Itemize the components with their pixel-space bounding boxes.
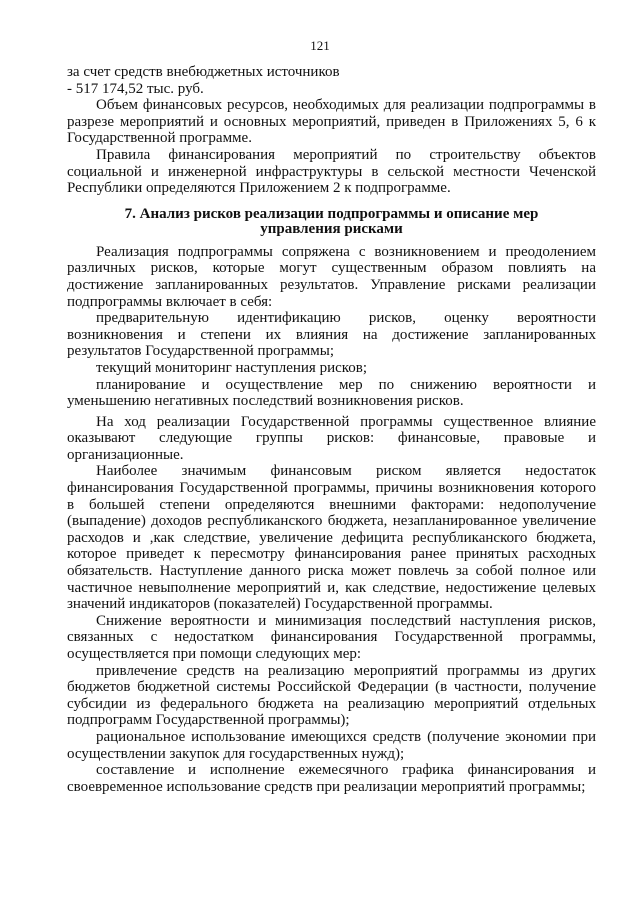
paragraph-risk-groups: На ход реализации Государственной программы существенное влияние оказывают следующие группы рисков: финансовые, правовые и организационные. <box>67 413 596 463</box>
page-number: 121 <box>310 38 330 53</box>
section-heading-line-2: управления рисками <box>260 220 403 237</box>
section-heading <box>67 207 596 237</box>
funding-source-line: за счет средств внебюджетных источников <box>67 64 340 80</box>
list-item-risk-monitoring: текущий мониторинг наступления рисков; <box>96 359 368 376</box>
list-item-attract-funds: привлечение средств на реализацию мероприятий программы из других бюджетов бюджетной системы Российской Федерации (в частности, получение субсидии из федерального бюджета на реализацию мероприятий отдельных подпрограмм Государственной программы); <box>67 662 596 729</box>
document-body <box>67 64 596 795</box>
list-item-rational-use: рациональное использование имеющихся средств (получение экономии при осуществлении закупок для государственных нужд); <box>67 728 596 762</box>
list-item-risk-identification: предварительную идентификацию рисков, оценку вероятности возникновения и степени их влияния на достижение запланированных результатов Государственной программы; <box>67 310 596 360</box>
funding-amount-line: - 517 174,52 тыс. руб. <box>67 80 204 97</box>
list-item-monthly-schedule: составление и исполнение ежемесячного графика финансирования и своевременное использование средств при реализации мероприятий программы; <box>67 762 596 795</box>
paragraph-financing-rules: Правила финансирования мероприятий по строительству объектов социальной и инженерной инфраструктуры в сельской местности Чеченской Республики определяются Приложением 2 к подпрограмме. <box>67 146 596 197</box>
paragraph-funding-volume: Объем финансовых ресурсов, необходимых для реализации подпрограммы в разрезе мероприятий и основных мероприятий, приведен в Приложениях 5, 6 к Государственной программе. <box>67 97 596 147</box>
paragraph-risk-mitigation: Снижение вероятности и минимизация последствий наступления рисков, связанных с недостатком финансирования Государственной программы, осуществляется при помощи следующих мер: <box>67 612 596 662</box>
section-heading-line-1: 7. Анализ рисков реализации подпрограммы и описание мер <box>124 205 539 222</box>
paragraph-financial-risk: Наиболее значимым финансовым риском является недостаток финансирования Государственной программы, причины возникновения которого в большей степени определяются внешними факторами: недополучение (выпадение) доходов республиканского бюджета, незапланированное увеличение расходов и ,как следствие, увеличение дефицита республиканского бюджета, которое приведет к пересмотру финансирования ранее принятых расходных обязательств. Наступление данного риска может повлечь за собой полное или частичное невыполнение мероприятий и, как следствие, недостижение целевых значений индикаторов (показателей) Государственной программы. <box>67 463 596 613</box>
list-item-risk-measures: планирование и осуществление мер по снижению вероятности и уменьшению негативных последствий возникновения рисков. <box>67 376 596 410</box>
paragraph-risk-intro: Реализация подпрограммы сопряжена с возникновением и преодолением различных рисков, которые могут существенным образом повлиять на достижение запланированных результатов. Управление рисками реализации подпрограммы включает в себя: <box>67 243 596 310</box>
